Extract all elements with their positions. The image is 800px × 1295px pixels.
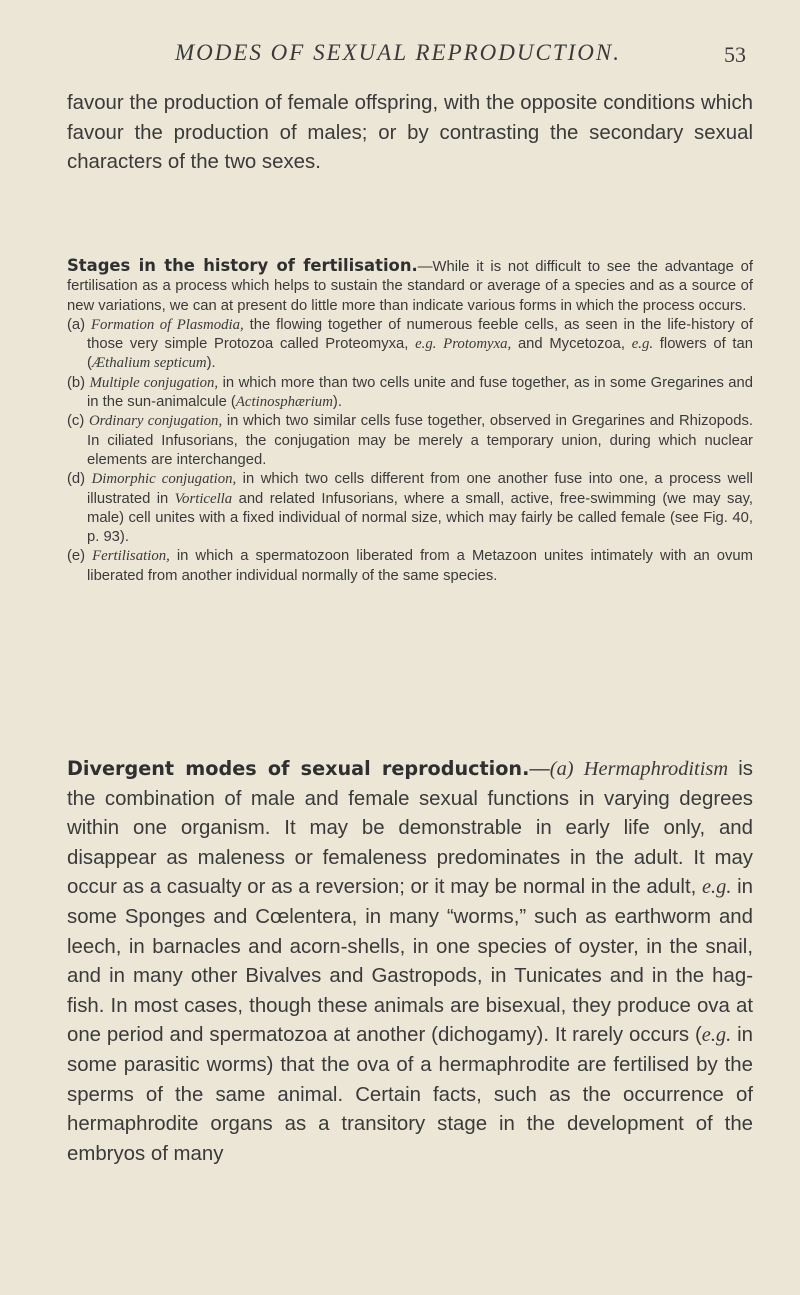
stage-species: Actinosphærium <box>235 394 333 411</box>
stage-item-c <box>67 412 753 470</box>
divergent-text: in some Sponges and Cœlentera, in many “worms,” such as earthworm and leech, in barnacles and acorn-shells, in one species of oyster, in the snail, and in many other Bivalves and Gastropods, in Tunicates and in the hag-fish. In most cases, though these animals are bisexual, they produce ova at one period and spermatozoa at another (dichogamy). It rarely occurs ( <box>67 876 753 1047</box>
stage-text: and Mycetozoa, <box>511 336 632 353</box>
page-number: 53 <box>724 42 746 67</box>
stage-marker: (d) <box>67 471 86 488</box>
stage-item-b <box>67 374 753 413</box>
intro-paragraph: favour the production of female offspring, with the opposite conditions which favour the production of males; or by contrasting the secondary sexual characters of the two sexes. <box>67 92 753 174</box>
running-head: MODES OF SEXUAL REPRODUCTION. <box>175 40 621 65</box>
divergent-text: is the combination of male and female sexual functions in varying degrees within one organism. It may be demonstrable in early life only, and disappear as maleness or femaleness predominates in the adult. It may occur as a casualty or as a reversion; or it may be normal in the adult, <box>67 758 753 899</box>
stage-title: Dimorphic conjugation, <box>91 471 237 488</box>
stage-abbrev: e.g. <box>415 336 437 353</box>
stage-title: Fertilisation, <box>92 548 170 565</box>
divergent-abbrev: e.g. <box>701 876 732 899</box>
stage-title: Ordinary conjugation, <box>88 413 223 430</box>
stage-text: ). <box>206 355 216 372</box>
stage-text: in which a spermatozoon liberated from a Metazoon unites intimately with an ovum liberated from another individual normally of the same species. <box>87 548 753 584</box>
stage-species: Vorticella <box>174 490 233 507</box>
divergent-term: Hermaphroditism <box>583 758 729 780</box>
stage-title: Multiple conjugation, <box>89 374 219 391</box>
stage-abbrev: e.g. <box>631 336 654 353</box>
stage-marker: (a) <box>67 316 86 333</box>
stage-item-e <box>67 547 753 586</box>
divergent-heading: Divergent modes of sexual reproduction. <box>67 757 530 780</box>
stages-intro-text: —While it is not difficult to see the advantage of fertilisation as a process which helps to sustain the standard or average of a species and as a source of new variations, we can at present do little more than indicate various forms in which the process occurs. <box>67 259 753 314</box>
stage-species: Protomyxa, <box>443 336 512 353</box>
stage-text: in which more than two cells unite and fuse together, as in some Gregarines and in the sun-animalcule ( <box>87 374 753 411</box>
stage-marker: (b) <box>67 374 86 391</box>
divergent-text: in some parasitic worms) that the ova of a hermaphrodite are fertilised by the sperms of the same animal. Certain facts, such as the occurrence of hermaphrodite organs as a transitory stage in the development of the embryos of many <box>67 1024 753 1165</box>
divergent-marker: (a) <box>549 758 574 780</box>
stages-section <box>67 256 753 586</box>
stages-heading: Stages in the history of fertilisation. <box>67 256 418 275</box>
stage-item-d <box>67 470 753 547</box>
stage-item-a <box>67 316 753 374</box>
stage-text: in which two similar cells fuse together, observed in Gregarines and Rhizopods. In ciliated Infusorians, the conjugation may be merely a temporary union, during which nuclear elements are interchanged. <box>87 413 753 468</box>
page-header <box>68 40 748 80</box>
stage-text: in which two cells different from one another fuse into one, a process well illustrated in <box>87 471 753 507</box>
stage-text: and related Infusorians, where a small, active, free-swimming (we may say, male) cell unites with a fixed individual of normal size, which may fairly be called female (see Fig. 40, p. 93). <box>87 490 753 546</box>
divergent-abbrev: e.g. <box>701 1024 732 1047</box>
stages-intro-paragraph <box>67 256 753 316</box>
divergent-paragraph <box>67 754 753 1169</box>
stage-text: the flowing together of numerous feeble cells, as seen in the life-history of those very simple Protozoa called Proteomyxa, <box>87 316 753 353</box>
stage-text: flowers of tan ( <box>87 336 753 372</box>
stage-title: Formation of Plasmodia, <box>90 316 244 333</box>
stage-text: ). <box>332 394 342 411</box>
stage-marker: (e) <box>67 548 86 565</box>
stage-marker: (c) <box>67 413 85 430</box>
divergent-dash: — <box>529 758 550 780</box>
stage-species: Æthalium septicum <box>91 355 207 372</box>
